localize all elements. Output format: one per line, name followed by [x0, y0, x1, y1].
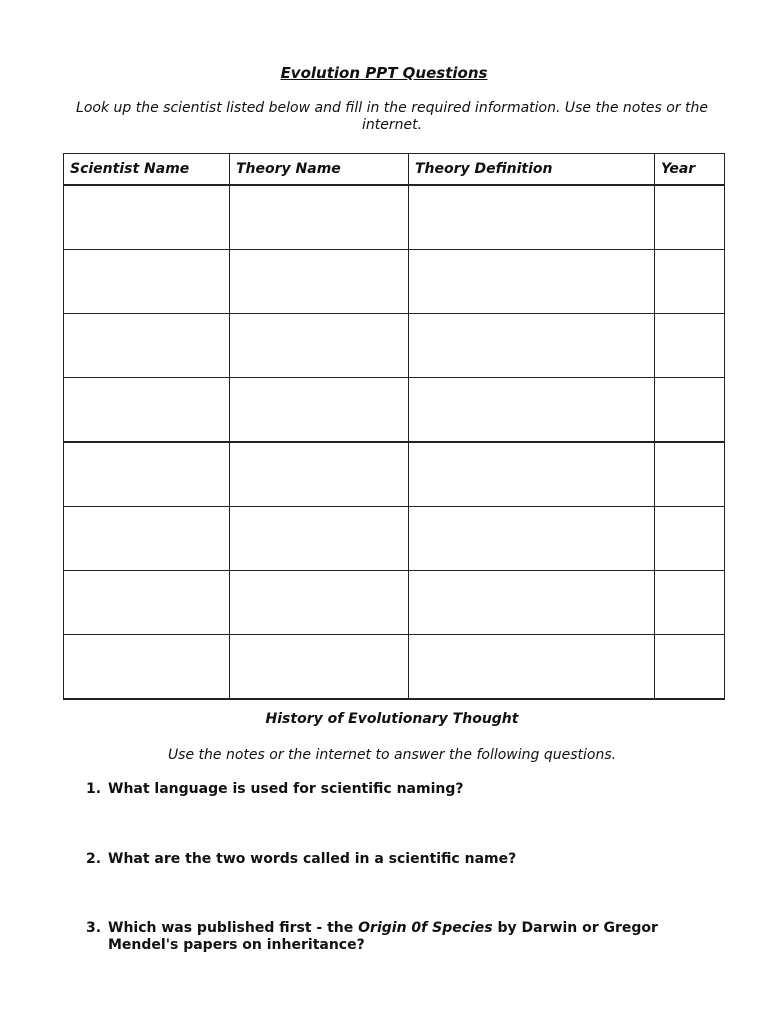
cell-year[interactable]: [655, 442, 725, 507]
book-title: Origin 0f Species: [358, 920, 493, 936]
question-text: [108, 920, 686, 954]
table-row: [64, 314, 725, 378]
page-title: Evolution PPT Questions: [280, 64, 488, 82]
cell-theory-definition[interactable]: [409, 314, 655, 378]
question-number: 2.: [86, 851, 102, 867]
cell-theory-definition[interactable]: [409, 250, 655, 314]
cell-year[interactable]: [655, 185, 725, 250]
cell-theory-name[interactable]: [230, 378, 409, 443]
question-number: 1.: [86, 781, 102, 797]
cell-theory-definition[interactable]: [409, 185, 655, 250]
scientist-table: [63, 153, 725, 700]
cell-theory-definition[interactable]: [409, 442, 655, 507]
cell-year[interactable]: [655, 635, 725, 700]
header-year: Year: [655, 154, 725, 186]
section-instructions: Use the notes or the internet to answer the following questions.: [167, 747, 617, 763]
header-scientist-name: Scientist Name: [64, 154, 230, 186]
cell-year[interactable]: [655, 507, 725, 571]
cell-theory-definition[interactable]: [409, 571, 655, 635]
question-number: 3.: [86, 920, 102, 936]
cell-theory-name[interactable]: [230, 635, 409, 700]
cell-theory-name[interactable]: [230, 507, 409, 571]
cell-scientist-name[interactable]: [64, 185, 230, 250]
cell-scientist-name[interactable]: [64, 635, 230, 700]
table-row: [64, 571, 725, 635]
intro-text: Look up the scientist listed below and fill in the required information. Use the notes or the internet.: [76, 100, 708, 133]
cell-theory-name[interactable]: [230, 571, 409, 635]
table-row: [64, 378, 725, 443]
header-theory-name: Theory Name: [230, 154, 409, 186]
table-row: [64, 185, 725, 250]
table-row: [64, 250, 725, 314]
cell-scientist-name[interactable]: [64, 250, 230, 314]
cell-scientist-name[interactable]: [64, 442, 230, 507]
question-text: What are the two words called in a scientific name?: [108, 851, 517, 867]
section-title: History of Evolutionary Thought: [265, 711, 519, 727]
cell-year[interactable]: [655, 378, 725, 443]
cell-theory-name[interactable]: [230, 250, 409, 314]
header-theory-definition: Theory Definition: [409, 154, 655, 186]
table-row: [64, 507, 725, 571]
question-text: What language is used for scientific naming?: [108, 781, 464, 797]
cell-theory-name[interactable]: [230, 442, 409, 507]
cell-theory-definition[interactable]: [409, 635, 655, 700]
cell-theory-definition[interactable]: [409, 378, 655, 443]
table-row: [64, 635, 725, 700]
cell-theory-name[interactable]: [230, 185, 409, 250]
cell-scientist-name[interactable]: [64, 507, 230, 571]
cell-scientist-name[interactable]: [64, 571, 230, 635]
table-row: [64, 442, 725, 507]
cell-theory-definition[interactable]: [409, 507, 655, 571]
cell-year[interactable]: [655, 571, 725, 635]
cell-year[interactable]: [655, 250, 725, 314]
cell-scientist-name[interactable]: [64, 378, 230, 443]
table-header-row: [64, 154, 725, 186]
cell-scientist-name[interactable]: [64, 314, 230, 378]
cell-theory-name[interactable]: [230, 314, 409, 378]
question-text-part: by Darwin or Gregor Mendel's papers on inheritance?: [108, 920, 658, 953]
cell-year[interactable]: [655, 314, 725, 378]
question-text-part: Which was published first - the: [108, 920, 359, 936]
